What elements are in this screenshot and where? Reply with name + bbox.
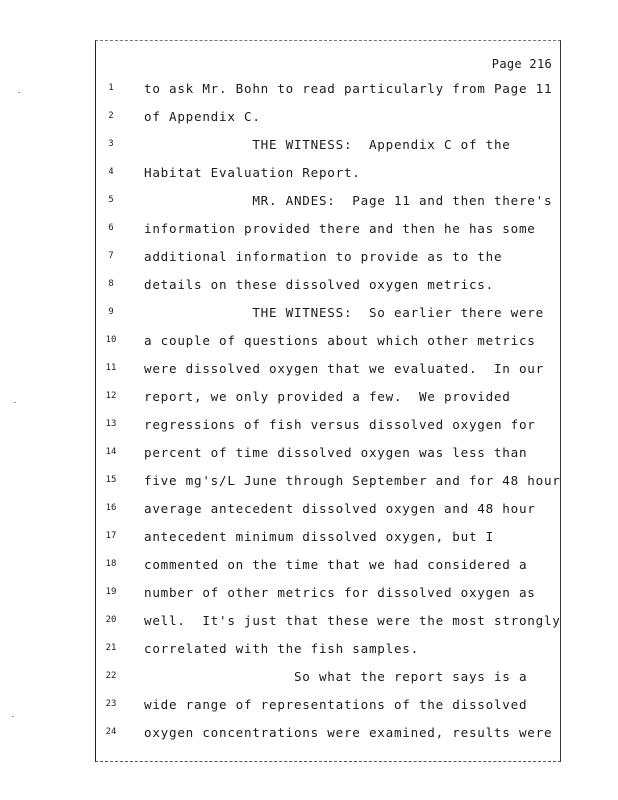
line-text: THE WITNESS: Appendix C of the bbox=[144, 137, 511, 152]
line-number: 23 bbox=[105, 699, 117, 709]
line-text: percent of time dissolved oxygen was less than bbox=[144, 445, 528, 460]
transcript-line bbox=[96, 359, 562, 379]
line-text: antecedent minimum dissolved oxygen, but I bbox=[144, 529, 494, 544]
line-text: THE WITNESS: So earlier there were bbox=[144, 305, 544, 320]
line-number: 5 bbox=[108, 195, 114, 205]
line-number: 13 bbox=[105, 419, 117, 429]
line-text: correlated with the fish samples. bbox=[144, 641, 419, 656]
line-number: 4 bbox=[108, 167, 114, 177]
line-number: 14 bbox=[105, 447, 117, 457]
line-text: a couple of questions about which other metrics bbox=[144, 333, 536, 348]
transcript-line bbox=[96, 303, 562, 323]
scan-speck bbox=[18, 92, 20, 93]
line-text: So what the report says is a bbox=[144, 669, 528, 684]
line-text: Habitat Evaluation Report. bbox=[144, 165, 361, 180]
line-text: report, we only provided a few. We provided bbox=[144, 389, 511, 404]
transcript-line bbox=[96, 387, 562, 407]
line-text: of Appendix C. bbox=[144, 109, 261, 124]
transcript-line bbox=[96, 723, 562, 743]
line-number: 16 bbox=[105, 503, 117, 513]
line-number: 6 bbox=[108, 223, 114, 233]
page-number: Page 216 bbox=[491, 57, 552, 71]
line-text: five mg's/L June through September and for 48 hour bbox=[144, 473, 561, 488]
line-number: 7 bbox=[108, 251, 114, 261]
transcript-line bbox=[96, 611, 562, 631]
line-number: 8 bbox=[108, 279, 114, 289]
transcript-line bbox=[96, 583, 562, 603]
scan-speck bbox=[12, 716, 14, 717]
line-text: details on these dissolved oxygen metrics. bbox=[144, 277, 494, 292]
transcript-line bbox=[96, 415, 562, 435]
line-number: 2 bbox=[108, 111, 114, 121]
line-number: 10 bbox=[105, 335, 117, 345]
line-number: 15 bbox=[105, 475, 117, 485]
line-number: 24 bbox=[105, 727, 117, 737]
line-text: regressions of fish versus dissolved oxygen for bbox=[144, 417, 536, 432]
line-number: 3 bbox=[108, 139, 114, 149]
line-text: average antecedent dissolved oxygen and 48 hour bbox=[144, 501, 536, 516]
line-number: 17 bbox=[105, 531, 117, 541]
line-number: 11 bbox=[105, 363, 117, 373]
transcript-line bbox=[96, 331, 562, 351]
transcript-page bbox=[95, 40, 561, 762]
transcript-line bbox=[96, 639, 562, 659]
line-text: number of other metrics for dissolved oxygen as bbox=[144, 585, 536, 600]
transcript-line bbox=[96, 219, 562, 239]
line-text: commented on the time that we had considered a bbox=[144, 557, 528, 572]
line-text: were dissolved oxygen that we evaluated. In our bbox=[144, 361, 544, 376]
transcript-line bbox=[96, 163, 562, 183]
line-text: wide range of representations of the dissolved bbox=[144, 697, 528, 712]
transcript-line bbox=[96, 247, 562, 267]
line-number: 22 bbox=[105, 671, 117, 681]
transcript-line bbox=[96, 79, 562, 99]
line-text: additional information to provide as to the bbox=[144, 249, 503, 264]
transcript-line bbox=[96, 135, 562, 155]
scan-speck bbox=[14, 402, 16, 403]
transcript-line bbox=[96, 667, 562, 687]
line-number: 18 bbox=[105, 559, 117, 569]
line-text: to ask Mr. Bohn to read particularly from Page 11 bbox=[144, 81, 553, 96]
transcript-line bbox=[96, 555, 562, 575]
line-text: MR. ANDES: Page 11 and then there's bbox=[144, 193, 553, 208]
transcript-line bbox=[96, 443, 562, 463]
line-number: 1 bbox=[108, 83, 114, 93]
transcript-line bbox=[96, 191, 562, 211]
line-number: 19 bbox=[105, 587, 117, 597]
transcript-line bbox=[96, 527, 562, 547]
line-text: oxygen concentrations were examined, results were bbox=[144, 725, 553, 740]
line-text: well. It's just that these were the most strongly bbox=[144, 613, 561, 628]
transcript-line bbox=[96, 499, 562, 519]
transcript-line bbox=[96, 471, 562, 491]
line-number: 12 bbox=[105, 391, 117, 401]
transcript-line bbox=[96, 695, 562, 715]
line-number: 20 bbox=[105, 615, 117, 625]
line-number: 21 bbox=[105, 643, 117, 653]
transcript-line bbox=[96, 275, 562, 295]
line-number: 9 bbox=[108, 307, 114, 317]
transcript-line bbox=[96, 107, 562, 127]
line-text: information provided there and then he has some bbox=[144, 221, 536, 236]
